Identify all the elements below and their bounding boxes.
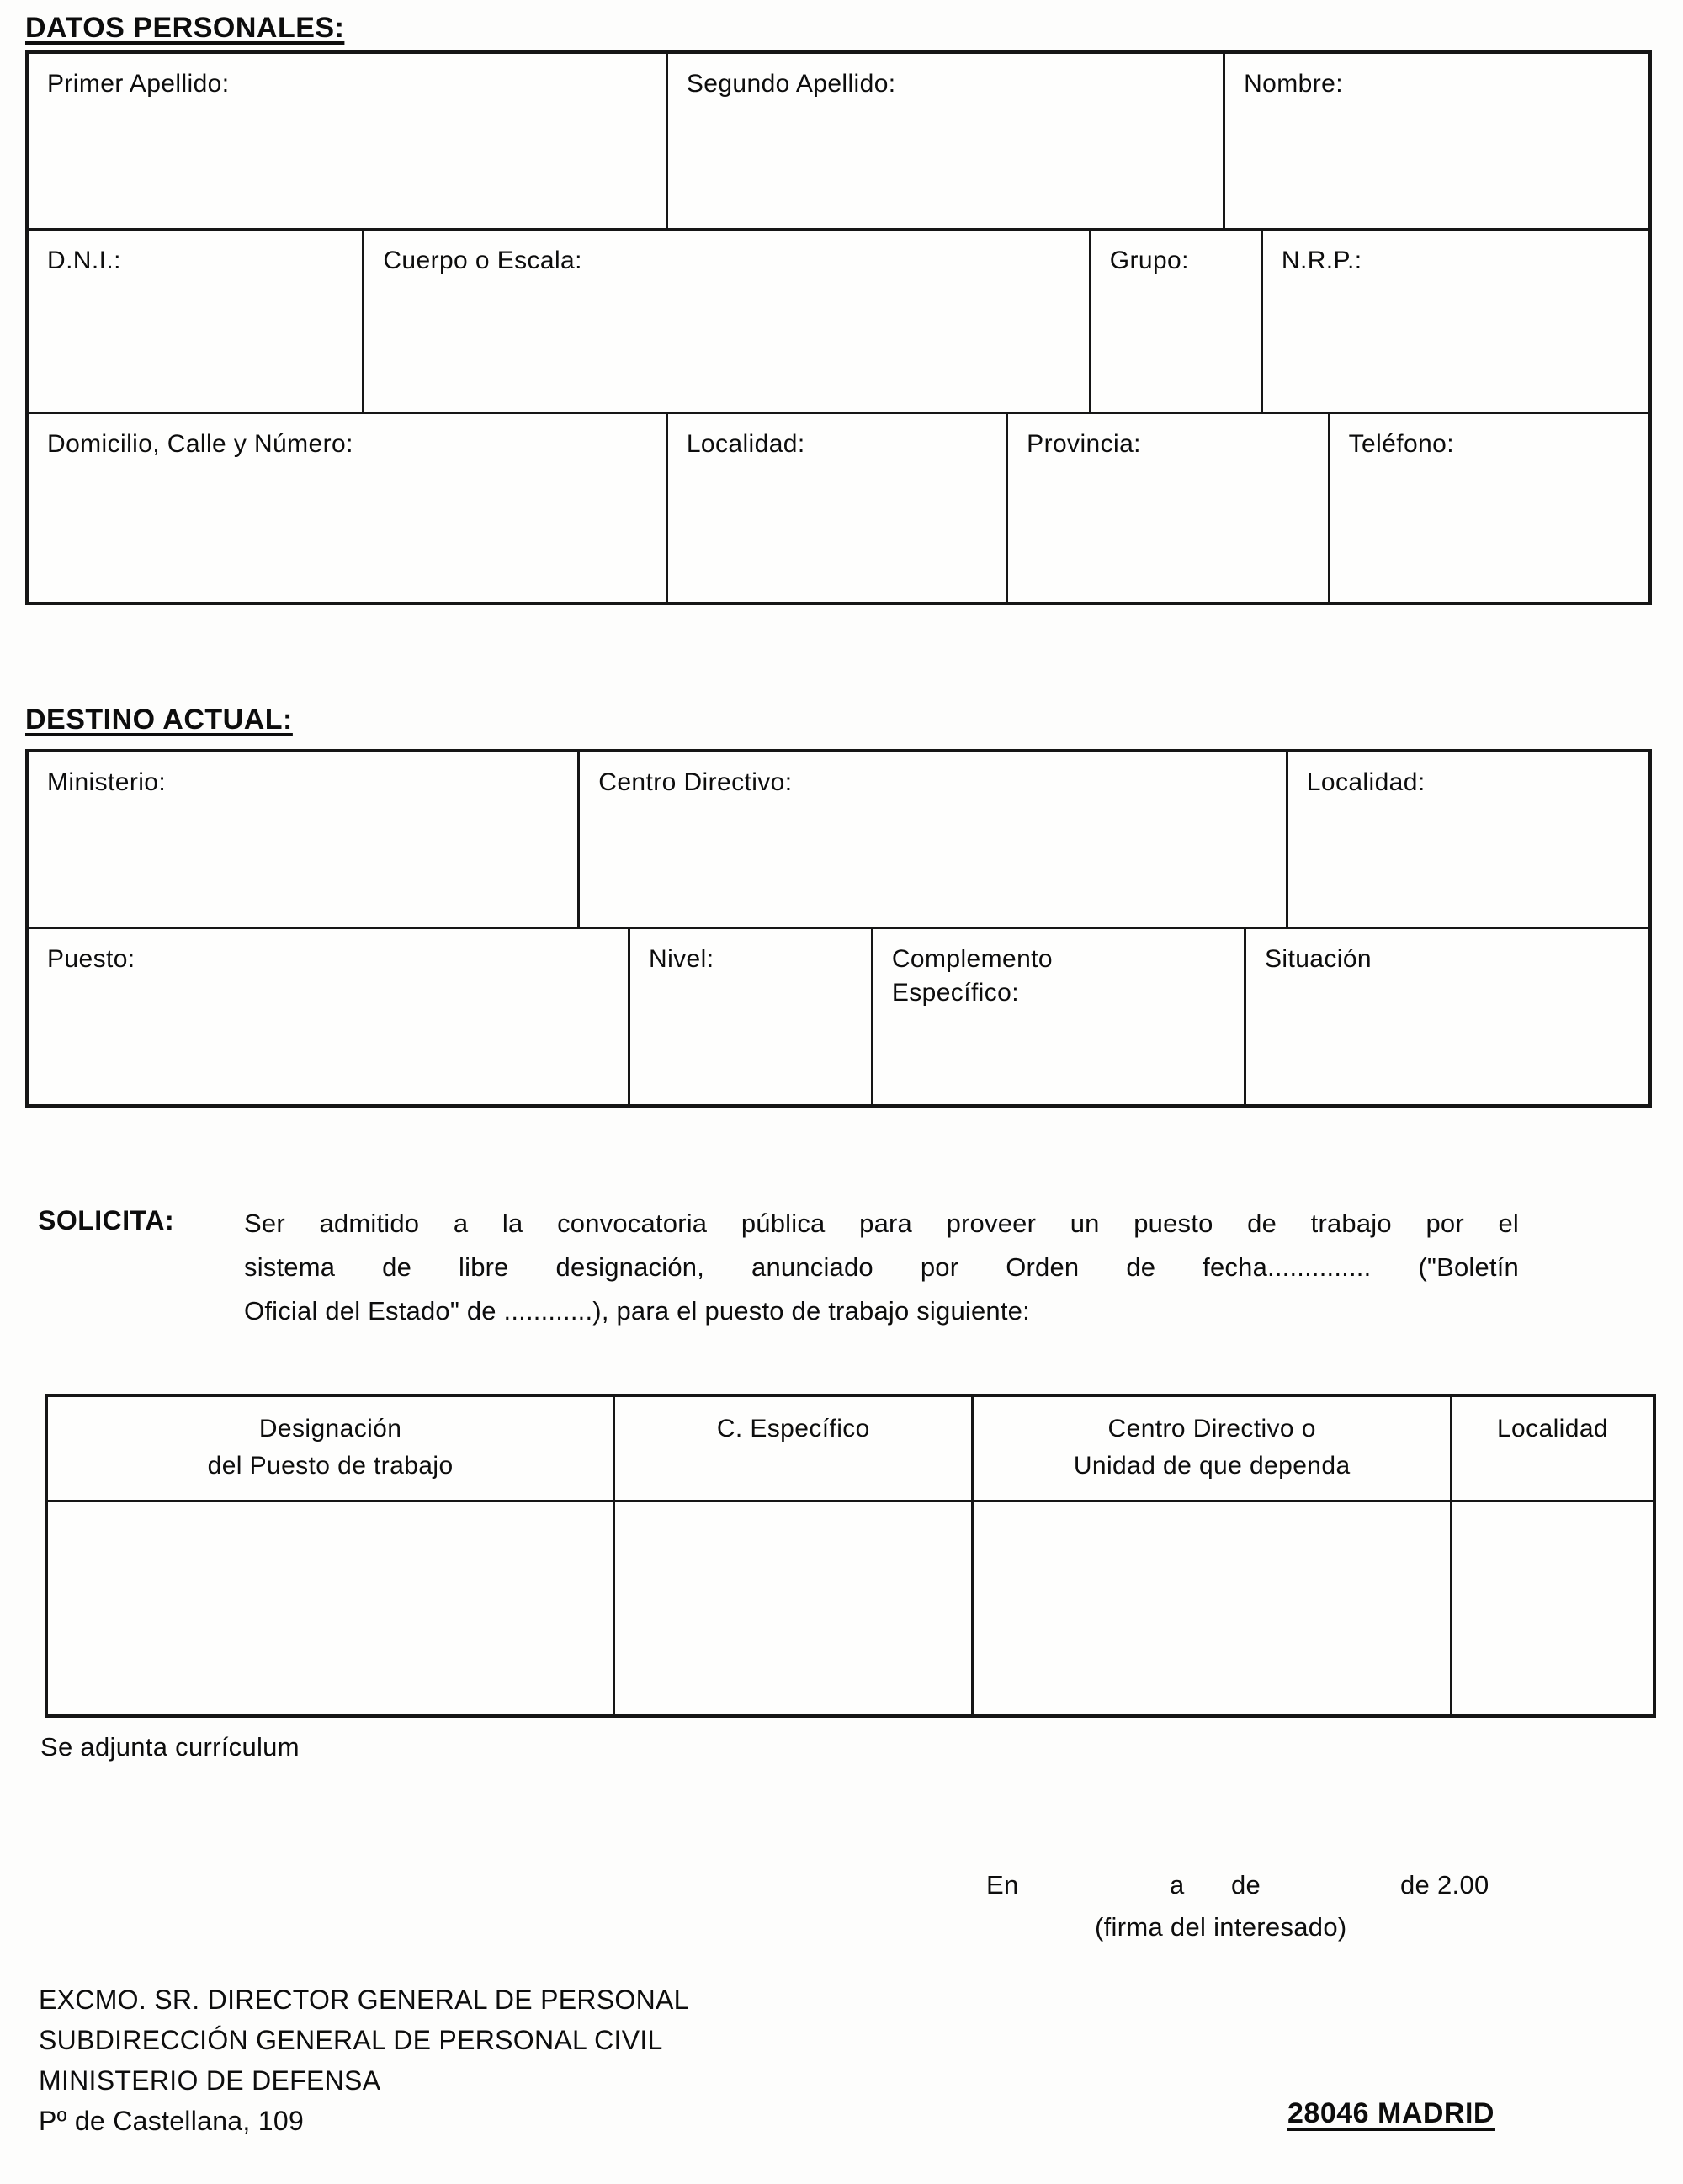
table-row [29, 752, 1648, 927]
solicita-label: SOLICITA: [38, 1205, 175, 1235]
footer-postal-city: 28046 MADRID [1287, 2097, 1495, 2129]
field-domicilio [29, 414, 666, 602]
header-line: del Puesto de trabajo [207, 1452, 454, 1480]
header-line: Centro Directivo o [1107, 1415, 1316, 1443]
field-label: Centro Directivo: [598, 768, 793, 796]
solicita-line: sistema de libre designación, anunciado por Orden de fecha.............. ("Boletín [244, 1252, 1519, 1282]
column-header-localidad [1450, 1397, 1653, 1500]
field-label: Ministerio: [47, 768, 167, 796]
field-label: Primer Apellido: [47, 70, 230, 98]
section-title-datos-personales: DATOS PERSONALES: [25, 12, 345, 44]
table-row [29, 927, 1648, 1104]
field-localidad-destino [1286, 752, 1648, 927]
field-provincia [1006, 414, 1327, 602]
footer-addressee-line3: MINISTERIO DE DEFENSA [39, 2065, 381, 2096]
puestos-table [45, 1394, 1656, 1718]
footer-addressee-line2: SUBDIRECCIÓN GENERAL DE PERSONAL CIVIL [39, 2025, 663, 2055]
empty-cell-localidad [1450, 1500, 1653, 1714]
table-row [29, 412, 1648, 602]
date-word-a: a [1170, 1870, 1185, 1900]
field-label: Nivel: [649, 945, 714, 973]
datos-personales-table [25, 50, 1652, 605]
field-label: Nombre: [1244, 70, 1343, 98]
field-label: N.R.P.: [1281, 247, 1362, 274]
header-line: C. Específico [716, 1415, 870, 1443]
column-header-centro-unidad [971, 1397, 1450, 1500]
table-row [29, 54, 1648, 228]
destino-actual-table [25, 749, 1652, 1108]
header-line: Localidad [1496, 1415, 1609, 1443]
column-header-designacion [48, 1397, 613, 1500]
field-grupo [1089, 231, 1261, 412]
field-label: Domicilio, Calle y Número: [47, 430, 353, 458]
field-nivel [628, 929, 871, 1104]
field-complemento-especifico [871, 929, 1244, 1104]
date-word-de-ano: de 2.00 [1400, 1870, 1489, 1900]
field-label: Localidad: [1306, 768, 1426, 796]
header-line: Unidad de que dependa [1073, 1452, 1351, 1480]
field-situacion [1244, 929, 1648, 1104]
footer-address-street: Pº de Castellana, 109 [39, 2106, 305, 2136]
field-cuerpo-escala [362, 231, 1088, 412]
header-line: Designación [258, 1415, 402, 1443]
field-label: Situación [1264, 945, 1372, 973]
solicita-line: Ser admitido a la convocatoria pública para proveer un puesto de trabajo por el [244, 1209, 1519, 1238]
field-nombre [1223, 54, 1648, 228]
column-header-c-especifico [613, 1397, 971, 1500]
footer-addressee-line1: EXCMO. SR. DIRECTOR GENERAL DE PERSONAL [39, 1985, 689, 2015]
empty-cell-centro-unidad [971, 1500, 1450, 1714]
empty-cell-c-especifico [613, 1500, 971, 1714]
field-primer-apellido [29, 54, 666, 228]
field-label: Puesto: [47, 945, 135, 973]
signature-caption: (firma del interesado) [1095, 1912, 1347, 1942]
section-title-destino-actual: DESTINO ACTUAL: [25, 704, 293, 736]
date-word-de: de [1231, 1870, 1261, 1900]
solicita-line: Oficial del Estado" de ............), para el puesto de trabajo siguiente: [244, 1296, 1030, 1326]
field-label: Cuerpo o Escala: [383, 247, 582, 274]
date-word-en: En [986, 1870, 1019, 1900]
field-dni [29, 231, 362, 412]
adjunta-curriculum-note: Se adjunta currículum [40, 1732, 300, 1762]
field-label: Localidad: [686, 430, 805, 458]
field-label: D.N.I.: [47, 247, 121, 274]
empty-cell-designacion [48, 1500, 613, 1714]
field-ministerio [29, 752, 577, 927]
solicita-paragraph [244, 1202, 1519, 1333]
field-telefono [1328, 414, 1648, 602]
field-localidad [666, 414, 1006, 602]
field-label: Grupo: [1109, 247, 1189, 274]
field-segundo-apellido [666, 54, 1223, 228]
table-row [29, 228, 1648, 412]
field-nrp [1261, 231, 1648, 412]
field-label: Teléfono: [1348, 430, 1454, 458]
field-label: Provincia: [1027, 430, 1141, 458]
field-label: Segundo Apellido: [686, 70, 896, 98]
field-centro-directivo [577, 752, 1286, 927]
field-label: Complemento Específico: [891, 945, 1053, 1007]
field-puesto [29, 929, 628, 1104]
